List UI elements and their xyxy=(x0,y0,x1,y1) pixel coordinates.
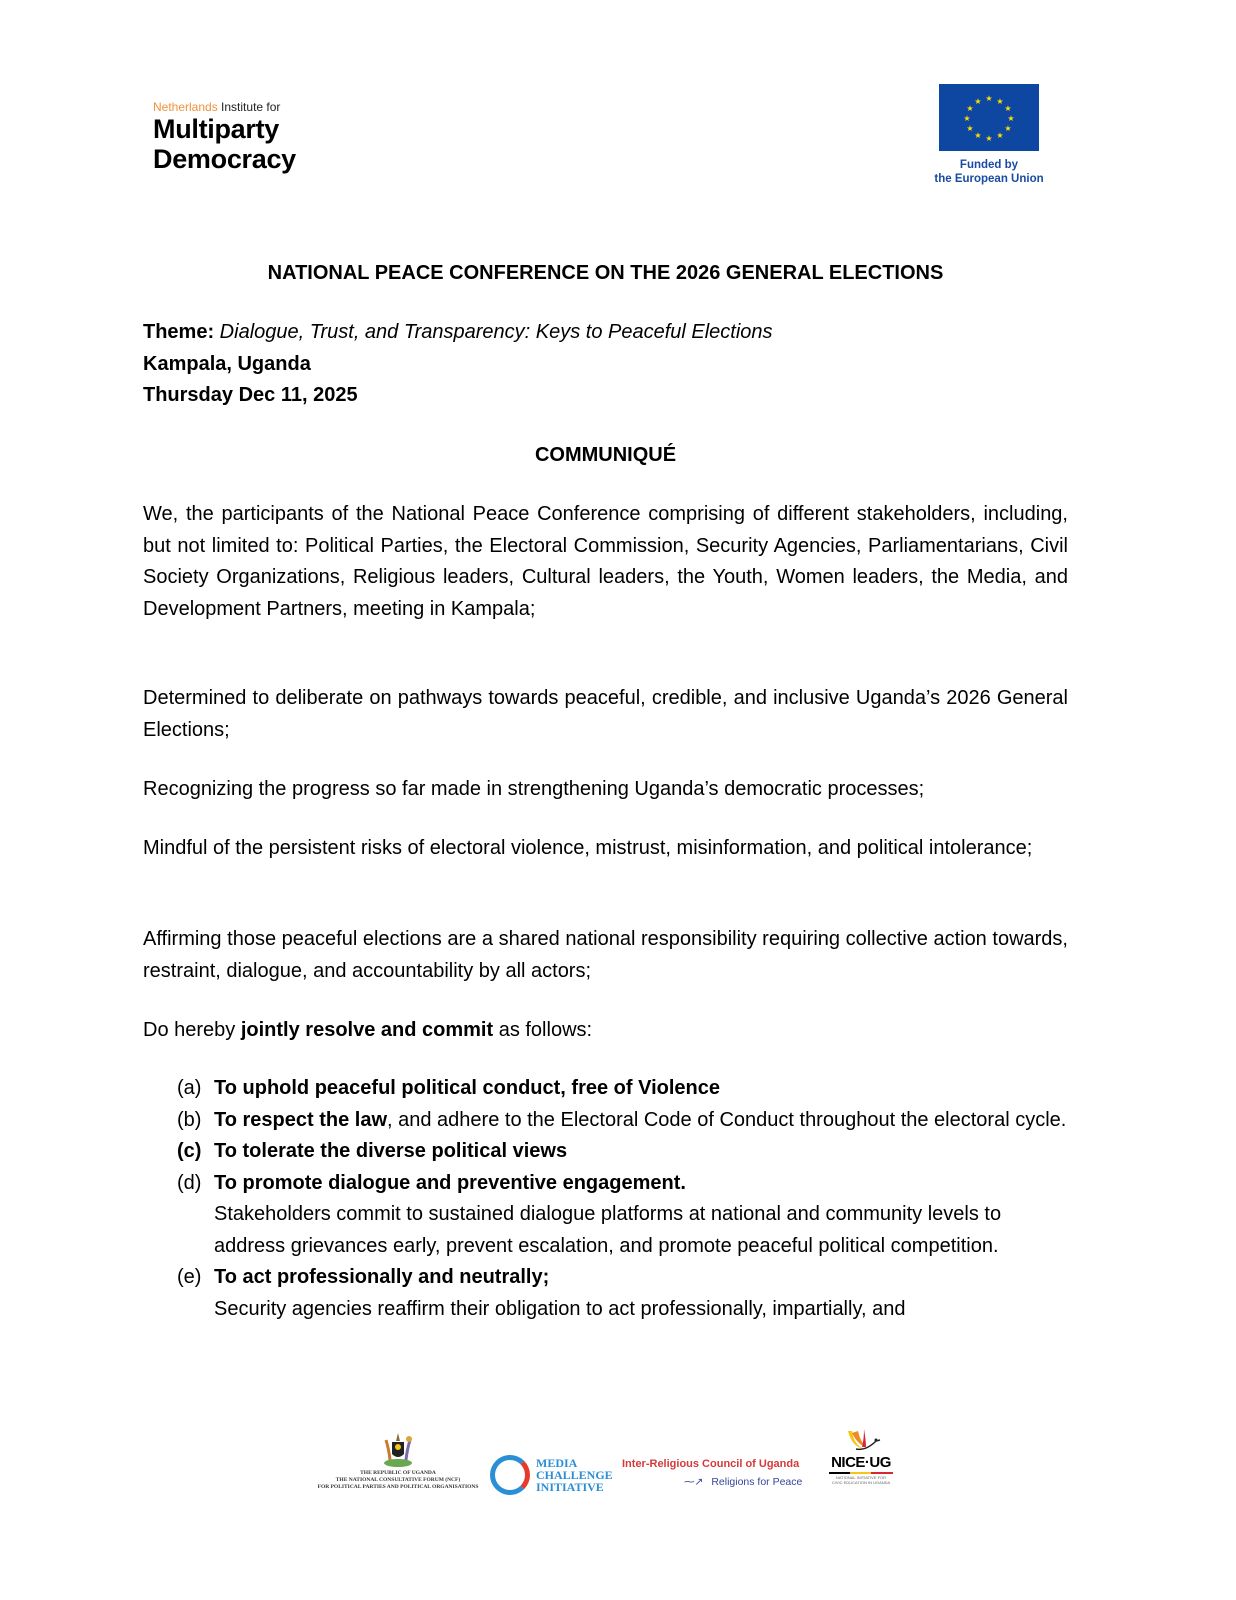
preamble-paragraph: We, the participants of the National Peace Conference comprising of different stakeholders, including, but not limited to: Political Parties, the Electoral Commission, Security Agencies, Parliamentarians, Civil Society Organizations, Religious leaders, Cultural leaders, the Youth, Women leaders, the Media, and Development Partners, meeting in Kampala; xyxy=(143,503,1068,620)
svg-text:★: ★ xyxy=(985,134,993,143)
svg-text:★: ★ xyxy=(963,114,971,123)
svg-text:★: ★ xyxy=(966,104,974,113)
preamble-paragraph: Mindful of the persistent risks of electoral violence, mistrust, misinformation, and political intolerance; xyxy=(143,837,1033,859)
communique-heading: COMMUNIQUÉ xyxy=(534,444,677,466)
ncf-logo: THE REPUBLIC OF UGANDA THE NATIONAL CONSULTATIVE FORUM (NCF) FOR POLITICAL PARTIES AND POLITICAL ORGANISATIONS xyxy=(313,1430,483,1491)
preamble-paragraph: Recognizing the progress so far made in strengthening Uganda’s democratic processes; xyxy=(143,778,925,800)
commitment-description: Security agencies reaffirm their obligation to act professionally, impartially, and xyxy=(214,1297,906,1320)
svg-text:★: ★ xyxy=(985,94,993,103)
page-title: NATIONAL PEACE CONFERENCE ON THE 2026 GENERAL ELECTIONS xyxy=(267,262,944,284)
nice-ug-logo: NICE·UG NATIONAL INITIATIVE FOR CIVIC EDUCATION IN UGANDA xyxy=(826,1425,896,1485)
svg-text:★: ★ xyxy=(974,131,982,140)
nimd-logo xyxy=(153,100,333,174)
nimd-logo-line-multiparty: Multiparty xyxy=(153,114,280,144)
eu-caption: Funded by the European Union xyxy=(934,159,1044,185)
eu-flag-icon xyxy=(939,84,1039,151)
commitment-item: (a) To uphold peaceful political conduct, free of Violence xyxy=(177,1077,720,1099)
conference-meta xyxy=(143,317,1068,412)
svg-text:★: ★ xyxy=(996,131,1004,140)
location: Kampala, Uganda xyxy=(143,352,311,375)
svg-text:★: ★ xyxy=(1004,104,1012,113)
svg-text:★: ★ xyxy=(966,124,974,133)
svg-text:★: ★ xyxy=(996,97,1004,106)
partner-logos-footer xyxy=(0,1425,1236,1505)
crested-crane-icon xyxy=(836,1425,886,1455)
theme-line: Theme: Dialogue, Trust, and Transparency: Keys to Peaceful Elections xyxy=(143,321,773,343)
date: Thursday Dec 11, 2025 xyxy=(143,384,358,406)
inter-religious-council-logo: Inter-Religious Council of Uganda ⁓↗ Religions for Peace xyxy=(622,1458,803,1488)
media-challenge-icon xyxy=(490,1455,530,1495)
religions-for-peace-swoosh-icon: ⁓↗ xyxy=(684,1476,704,1488)
commitment-description: Stakeholders commit to sustained dialogue platforms at national and community levels to address grievances early, prevent escalation, and promote peaceful political competition. xyxy=(214,1203,1002,1257)
nimd-logo-subtitle: Netherlands Institute for xyxy=(153,100,281,114)
resolve-statement: Do hereby jointly resolve and commit as follows: xyxy=(143,1019,593,1041)
svg-text:★: ★ xyxy=(1004,124,1012,133)
svg-text:★: ★ xyxy=(974,97,982,106)
preamble-paragraph: Affirming those peaceful elections are a shared national responsibility requiring collective action towards, restraint, dialogue, and accountability by all actors; xyxy=(143,928,1068,982)
commitment-item: (b) To respect the law, and adhere to the Electoral Code of Conduct throughout the electoral cycle. xyxy=(177,1108,1067,1131)
commitment-item: (e) To act professionally and neutrally; Security agencies reaffirm their obligation to act professionally, impartially, and xyxy=(177,1262,1069,1325)
media-challenge-initiative-logo: MEDIA CHALLENGE INITIATIVE xyxy=(490,1455,615,1495)
eu-funding-logo xyxy=(934,84,1044,186)
preamble-paragraph: Determined to deliberate on pathways towards peaceful, credible, and inclusive Uganda’s 2026 General Elections; xyxy=(143,687,1068,741)
svg-text:★: ★ xyxy=(1007,114,1015,123)
nimd-logo-line-democracy: Democracy xyxy=(153,144,296,174)
commitment-item: (c) To tolerate the diverse political views xyxy=(177,1140,568,1162)
commitments-list xyxy=(177,1073,1069,1325)
commitment-item: (d) To promote dialogue and preventive engagement. Stakeholders commit to sustained dialogue platforms at national and community levels to address grievances early, prevent escalation, and promote peaceful political competition. xyxy=(177,1168,1069,1263)
uganda-coat-of-arms-icon xyxy=(378,1430,418,1470)
